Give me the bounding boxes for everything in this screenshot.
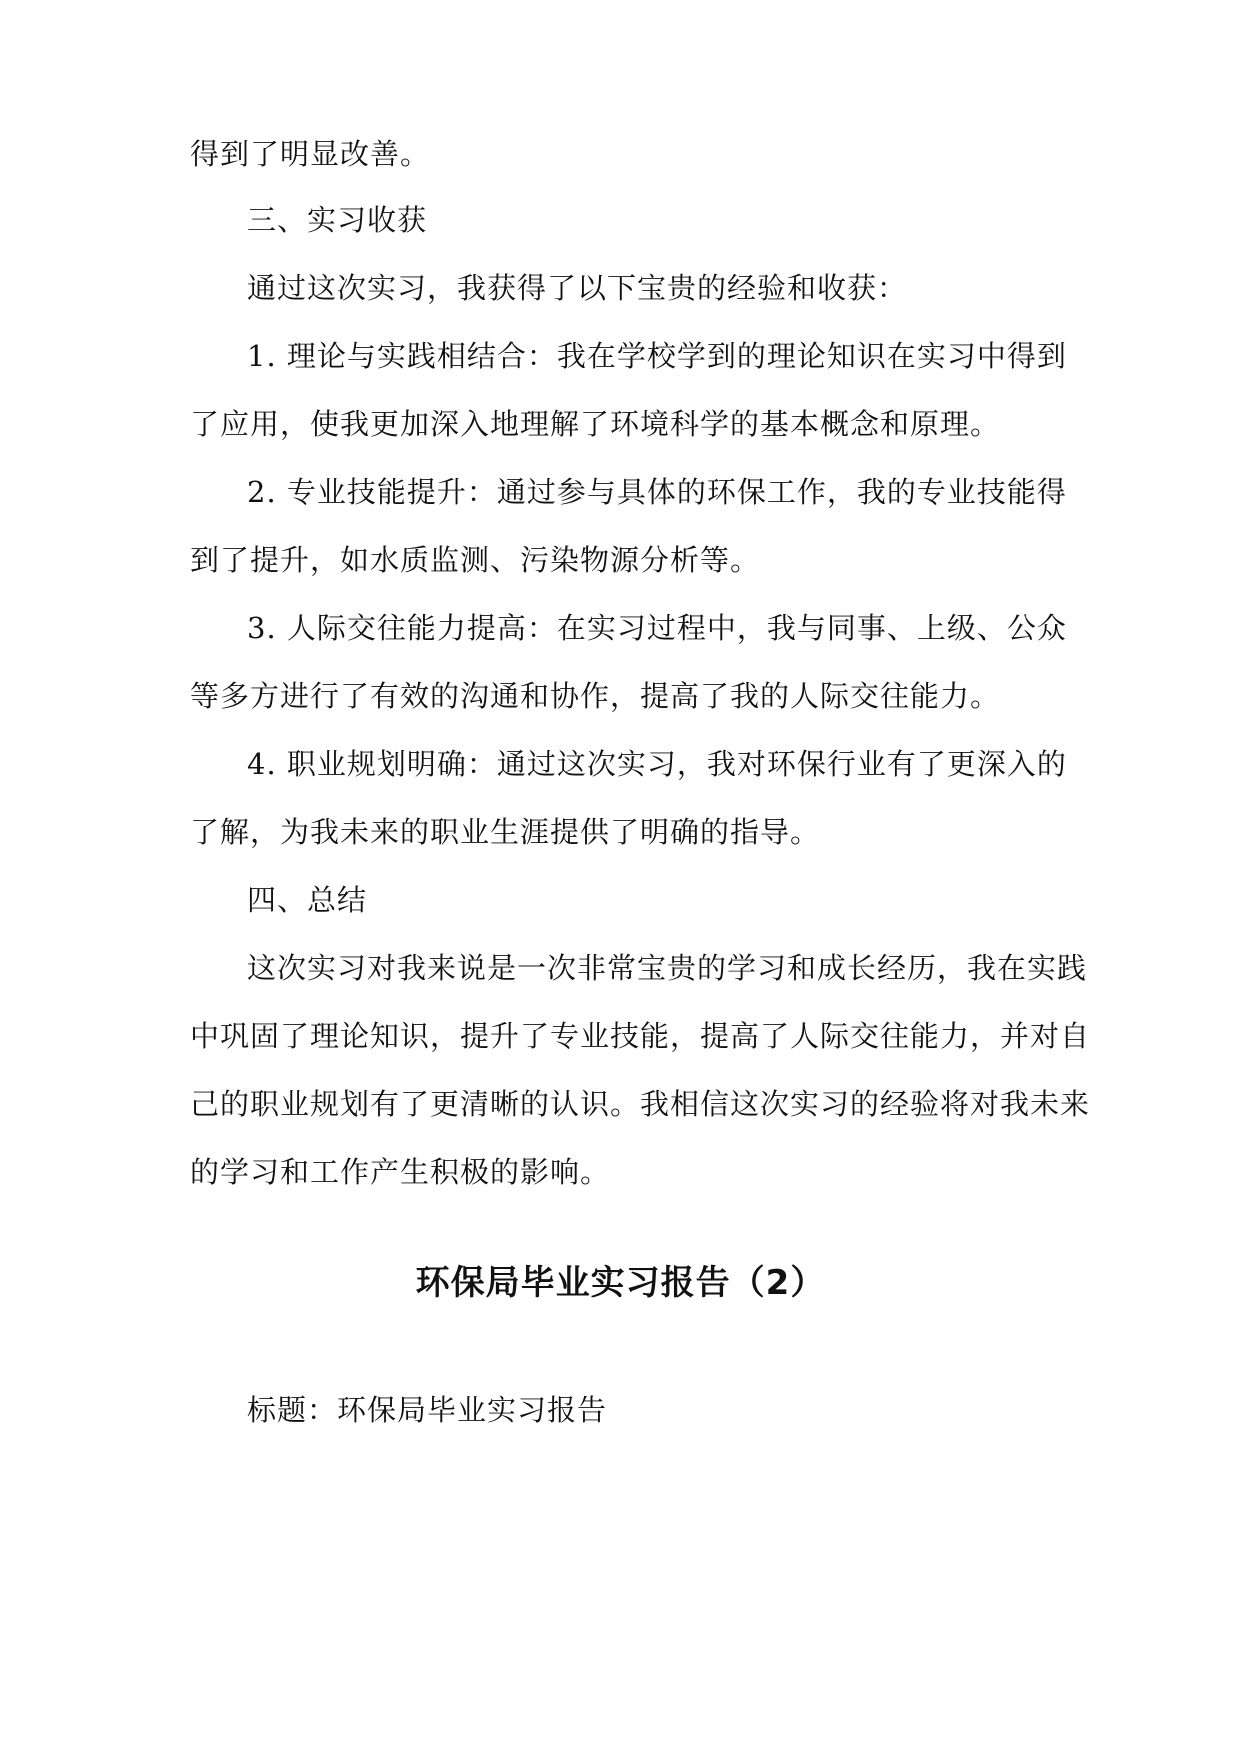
paragraph-line: 这次实习对我来说是一次非常宝贵的学习和成长经历，我在实践 [247,951,1088,985]
paragraph-line: 通过这次实习，我获得了以下宝贵的经验和收获： [247,271,908,305]
paragraph-line: 己的职业规划有了更清晰的认识。我相信这次实习的经验将对我未来 [190,1087,1091,1121]
paragraph-line: 到了提升，如水质监测、污染物源分析等。 [190,543,761,577]
subtitle-line: 标题：环保局毕业实习报告 [247,1393,608,1427]
list-item-2: 2. 专业技能提升：通过参与具体的环保工作，我的专业技能得 [247,475,1067,509]
list-item-3: 3. 人际交往能力提高：在实习过程中，我与同事、上级、公众 [247,611,1067,645]
paragraph-line: 等多方进行了有效的沟通和协作，提高了我的人际交往能力。 [190,679,1001,713]
paragraph-line: 得到了明显改善。 [190,137,431,171]
list-item-4: 4. 职业规划明确：通过这次实习，我对环保行业有了更深入的 [247,747,1067,781]
paragraph-line: 中巩固了理论知识，提升了专业技能，提高了人际交往能力，并对自 [190,1019,1091,1053]
list-item-1: 1. 理论与实践相结合：我在学校学到的理论知识在实习中得到 [247,339,1067,373]
section-title: 环保局毕业实习报告（2） [415,1263,826,1303]
paragraph-line: 的学习和工作产生积极的影响。 [190,1155,611,1189]
paragraph-line: 了应用，使我更加深入地理解了环境科学的基本概念和原理。 [190,407,1001,441]
section-heading-summary: 四、总结 [247,883,368,917]
paragraph-line: 了解，为我未来的职业生涯提供了明确的指导。 [190,815,821,849]
section-heading-harvest: 三、实习收获 [247,203,428,237]
